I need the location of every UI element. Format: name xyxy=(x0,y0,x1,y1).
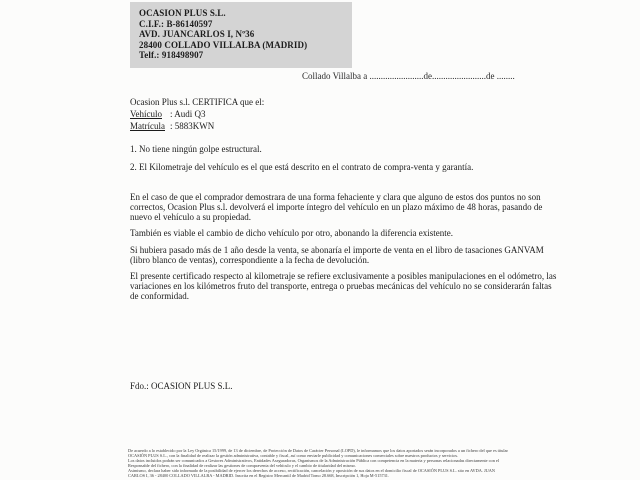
paragraph-refund-policy: En el caso de que el comprador demostrara de una forma fehaciente y clara que alguno de estos dos puntos no son correctos, Ocasion Plus s.l. devolverá el importe íntegro del vehículo en un plazo máximo de 48 horas, pasando de nuevo el vehículo a su propiedad. xyxy=(130,192,543,223)
fine-print-line-4: Responsable del fichero, con la finalidad de realizar las gestiones de compraventa del vehículo y el cambio de titularidad del mismo. xyxy=(128,463,356,468)
paragraph-exchange: También es viable el cambio de dicho vehículo por otro, abonando la diferencia existente. xyxy=(130,228,454,238)
company-letterhead xyxy=(130,2,352,68)
signature-line: Fdo.: OCASION PLUS S.L. xyxy=(130,381,233,391)
company-cif: C.I.F.: B-86140597 xyxy=(139,18,213,29)
company-city: 28400 COLLADO VILLALBA (MADRID) xyxy=(139,39,308,50)
vehicle-value: : Audi Q3 xyxy=(170,109,206,119)
fine-print-line-6: CARLOS I, 36 - 28400 COLLADO VILLALBA - MADRID. Inscrita en el Registro Mercantil de Madrid Tomo 28.668, Inscripción 1, Hoja M-515731. xyxy=(128,473,390,478)
fine-print-line-2: OCASIÓN PLUS S.L., con la finalidad de realizar la gestión administrativa, contable y fiscal, así como enviarle publicidad y comunicaciones comerciales sobre nuestros productos y servicios. xyxy=(128,453,459,458)
company-name: OCASION PLUS S.L. xyxy=(139,8,226,18)
plate-value: : 5883KWN xyxy=(170,121,215,131)
vehicle-label: Vehículo xyxy=(130,109,162,119)
paragraph-odometer: El presente certificado respecto al kilometraje se refiere exclusivamente a posibles manipulaciones en el odómetro, las variaciones en los kilómetros fruto del transporte, entrega o pruebas mecánicas del vehículo no se considerarán faltas de conformidad. xyxy=(130,271,557,302)
fine-print-line-3: Los datos incluidos podrán ser comunicados a Gestores Administrativos, Entidades Aseguradoras, Organismos de la Administración Pública con competencia en la materia y personas relacionadas directamente con el xyxy=(128,458,500,463)
company-phone: Telf.: 918498907 xyxy=(139,50,204,61)
list-item-1: 1. No tiene ningún golpe estructural. xyxy=(130,144,262,154)
fine-print-line-5: Asimismo, declara haber sido informado de la posibilidad de ejercer los derechos de acceso, rectificación, cancelación y oposición de sus datos en el domicilio fiscal de OCASIÓN PLUS S.L. sito en AVDA. JUAN xyxy=(128,468,495,473)
date-fill-in-line: Collado Villalba a ........................de........................de ........ xyxy=(302,71,515,81)
plate-row xyxy=(130,120,264,132)
fine-print-line-1: De acuerdo a lo establecido por la Ley Orgánica 15/1999, de 13 de diciembre, de Protección de Datos de Carácter Personal (LOPD), le informamos que los datos aportados serán incorporados a un fichero del que es titular xyxy=(128,448,508,453)
certify-line: Ocasion Plus s.l. CERTIFICA que el: xyxy=(130,97,265,107)
paragraph-ganvam: Si hubiera pasado más de 1 año desde la venta, se abonaría el importe de venta en el libro de tasaciones GANVAM (libro blanco de ventas), correspondiente a la fecha de devolución. xyxy=(130,245,544,266)
certification-block xyxy=(130,96,264,132)
vehicle-row xyxy=(130,108,264,120)
plate-label: Matrícula xyxy=(130,121,165,131)
legal-fine-print xyxy=(128,448,552,478)
company-address: AVD. JUANCARLOS I, Nº36 xyxy=(139,29,255,40)
list-item-2: 2. El Kilometraje del vehículo es el que está descrito en el contrato de compra-venta y garantía. xyxy=(130,162,474,172)
